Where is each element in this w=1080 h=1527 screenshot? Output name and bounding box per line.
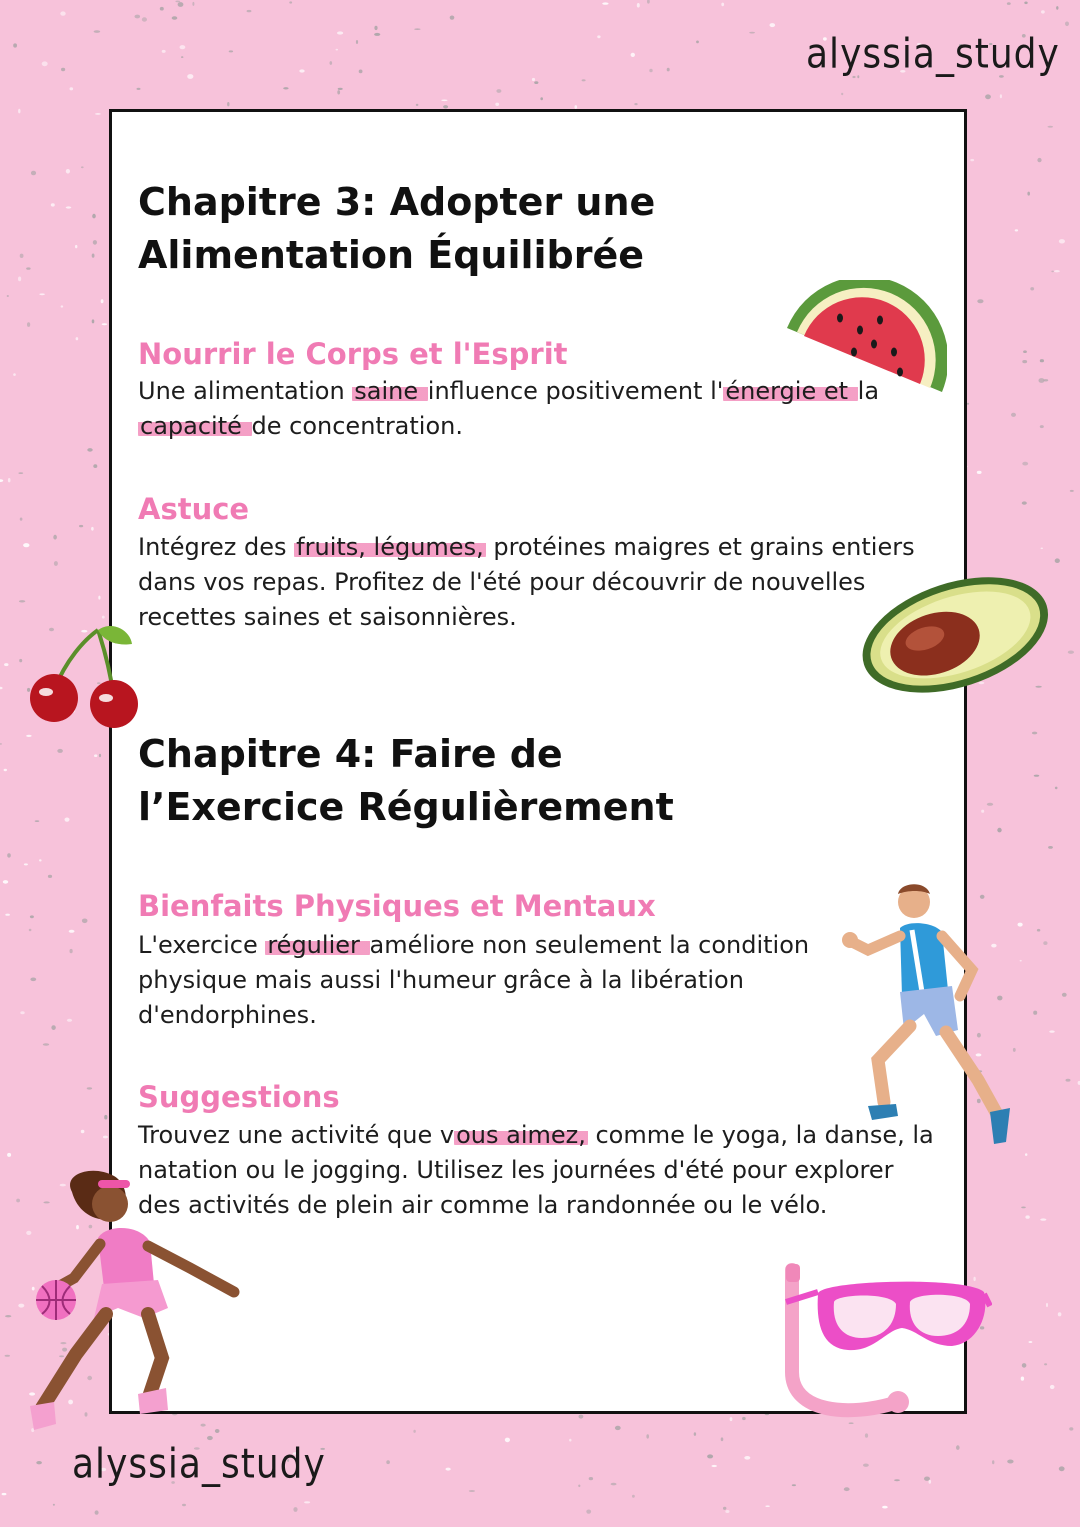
chapter-3-title: Chapitre 3: Adopter une Alimentation Équilibrée [138,180,656,277]
highlight-capacite: capacité [140,412,250,440]
watermelon-icon [782,280,947,398]
highlight-vous-aimez: ous aimez, [456,1121,586,1149]
watermark-top: alyssia_study [806,30,1060,79]
nourrir-heading: Nourrir le Corps et l'Esprit [138,337,568,371]
suggestions-heading: Suggestions [138,1080,340,1114]
suggestions-text: Trouvez une activité que vous aimez, comme le yoga, la danse, la natation ou le jogging. Utilisez les journées d'été pour explorer des activités de plein air comme la randonnée ou le vélo. [138,1121,934,1219]
snorkel-mask-icon [778,1262,992,1422]
highlight-saine: saine [354,377,426,405]
bienfaits-text: L'exercice régulier améliore non seulement la condition physique mais aussi l'humeur grâce à la libération d'endorphines. [138,931,810,1029]
watermark-bottom: alyssia_study [72,1440,326,1489]
bienfaits-heading: Bienfaits Physiques et Mentaux [138,889,656,923]
runner-icon [838,880,1018,1152]
avocado-icon [855,565,1055,703]
astuce-text: Intégrez des fruits, légumes, protéines maigres et grains entiers dans vos repas. Profitez de l'été pour découvrir de nouvelles recettes saines et saisonnières. [138,533,915,631]
astuce-heading: Astuce [138,492,250,526]
highlight-fruits-legumes: fruits, légumes, [296,533,484,561]
basketball-player-icon [22,1168,250,1440]
cherries-icon [26,620,144,732]
nourrir-text: Une alimentation saine influence positivement l'énergie et la capacité de concentration. [138,377,880,440]
chapter-4-title: Chapitre 4: Faire de l’Exercice Régulièrement [138,732,674,829]
highlight-regulier: régulier [267,931,368,959]
highlight-energie: énergie et [725,377,856,405]
